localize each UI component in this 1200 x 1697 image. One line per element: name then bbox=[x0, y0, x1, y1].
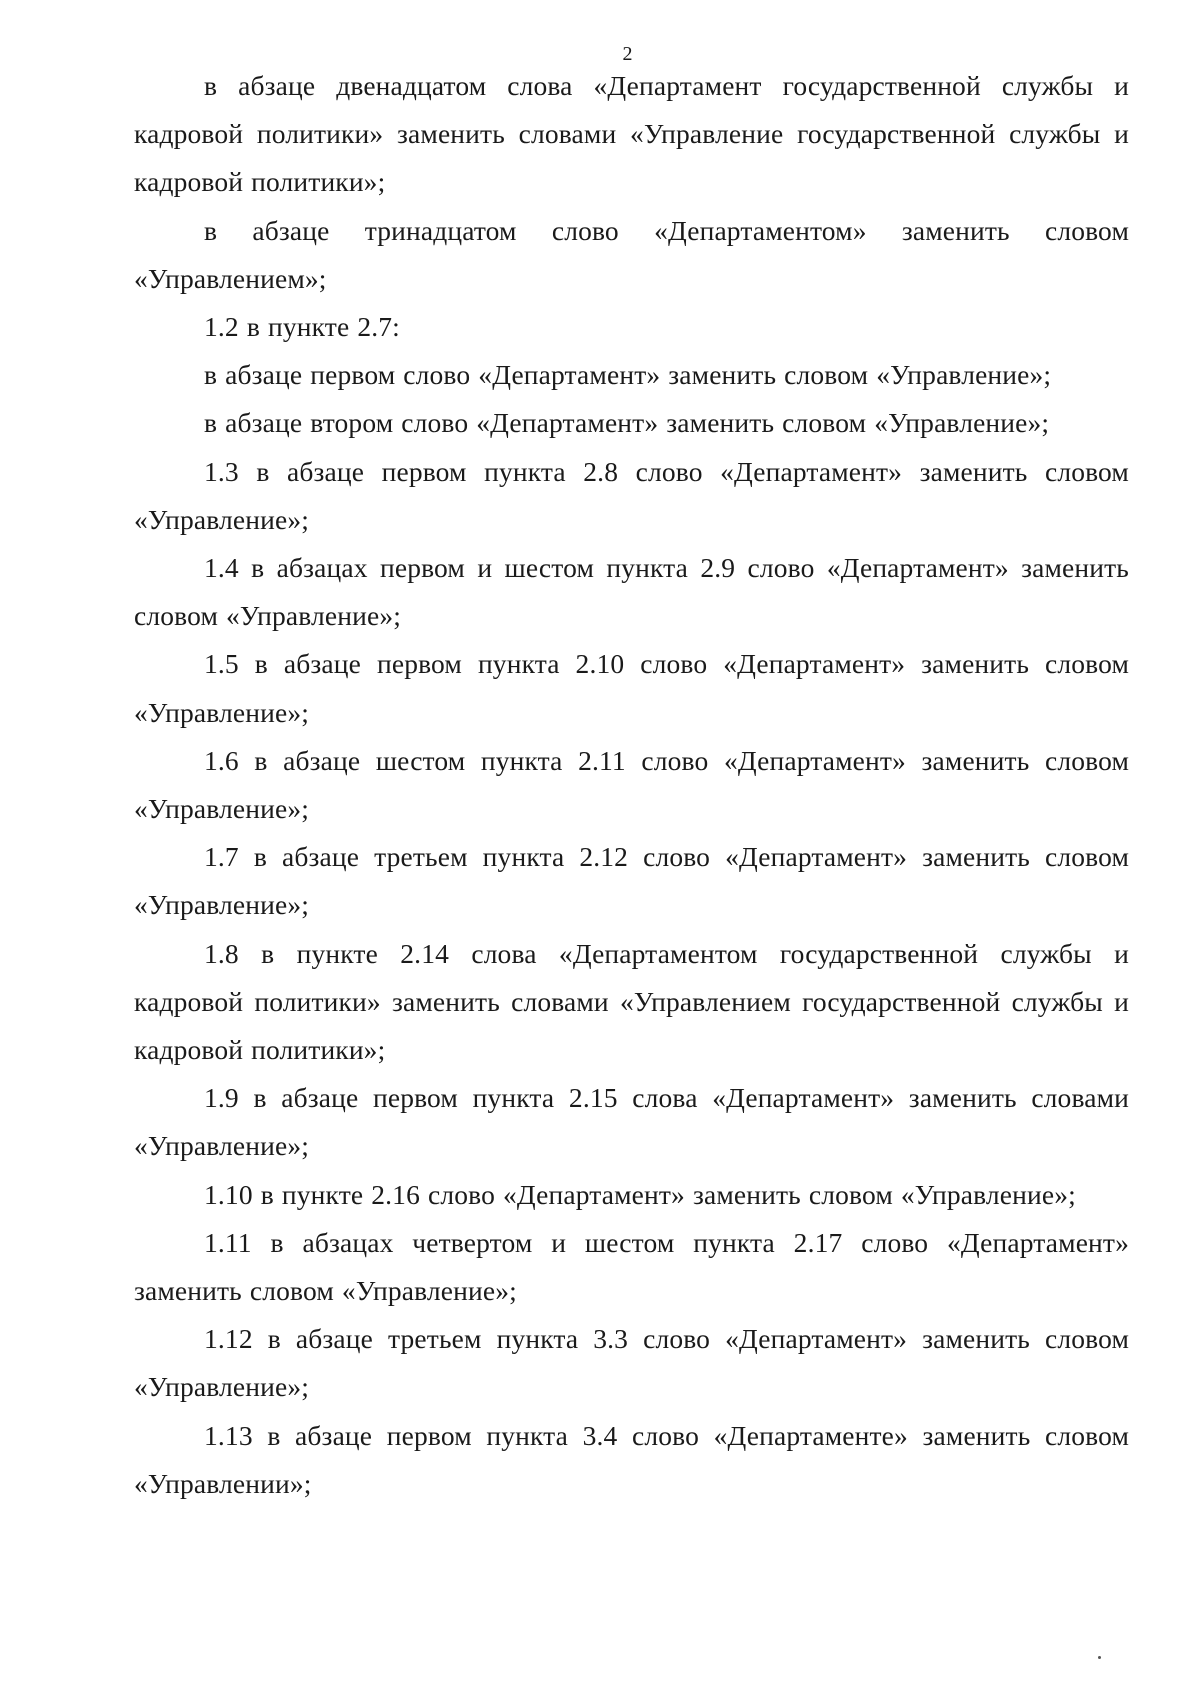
paragraph: 1.9 в абзаце первом пункта 2.15 слова «Департамент» заменить словами «Управление»; bbox=[134, 1082, 1129, 1162]
paragraph: в абзаце тринадцатом слово «Департаментом» заменить словом «Управлением»; bbox=[134, 214, 1129, 294]
paragraph: 1.8 в пункте 2.14 слова «Департаментом государственной службы и кадровой политики» заменить словами «Управлением государственной службы и кадровой политики»; bbox=[134, 937, 1129, 1066]
paragraph: 1.6 в абзаце шестом пункта 2.11 слово «Департамент» заменить словом «Управление»; bbox=[134, 744, 1129, 825]
paragraph: в абзаце втором слово «Департамент» заменить словом «Управление»; bbox=[204, 407, 1050, 439]
paragraph: 1.10 в пункте 2.16 слово «Департамент» заменить словом «Управление»; bbox=[204, 1178, 1076, 1210]
paragraph: 1.12 в абзаце третьем пункта 3.3 слово «Департамент» заменить словом «Управление»; bbox=[134, 1323, 1129, 1403]
paragraph: 1.13 в абзаце первом пункта 3.4 слово «Департаменте» заменить словом «Управлении»; bbox=[134, 1419, 1129, 1499]
paragraph: в абзаце двенадцатом слова «Департамент государственной службы и кадровой политики» заменить словами «Управление государственной службы и кадровой политики»; bbox=[134, 70, 1129, 198]
document-body bbox=[134, 62, 1129, 1508]
paragraph: 1.3 в абзаце первом пункта 2.8 слово «Департамент» заменить словом «Управление»; bbox=[134, 455, 1129, 535]
paragraph: 1.7 в абзаце третьем пункта 2.12 слово «Департамент» заменить словом «Управление»; bbox=[134, 841, 1129, 921]
paragraph: 1.4 в абзацах первом и шестом пункта 2.9 слово «Департамент» заменить словом «Управление»; bbox=[134, 552, 1129, 632]
paragraph: 1.11 в абзацах четвертом и шестом пункта 2.17 слово «Департамент» заменить словом «Управление»; bbox=[134, 1226, 1129, 1307]
scan-speck bbox=[1098, 1656, 1101, 1659]
paragraph: 1.2 в пункте 2.7: bbox=[204, 311, 400, 343]
paragraph: 1.5 в абзаце первом пункта 2.10 слово «Департамент» заменить словом «Управление»; bbox=[134, 648, 1129, 728]
page-number: 2 bbox=[622, 43, 633, 65]
paragraph: в абзаце первом слово «Департамент» заменить словом «Управление»; bbox=[204, 359, 1052, 391]
